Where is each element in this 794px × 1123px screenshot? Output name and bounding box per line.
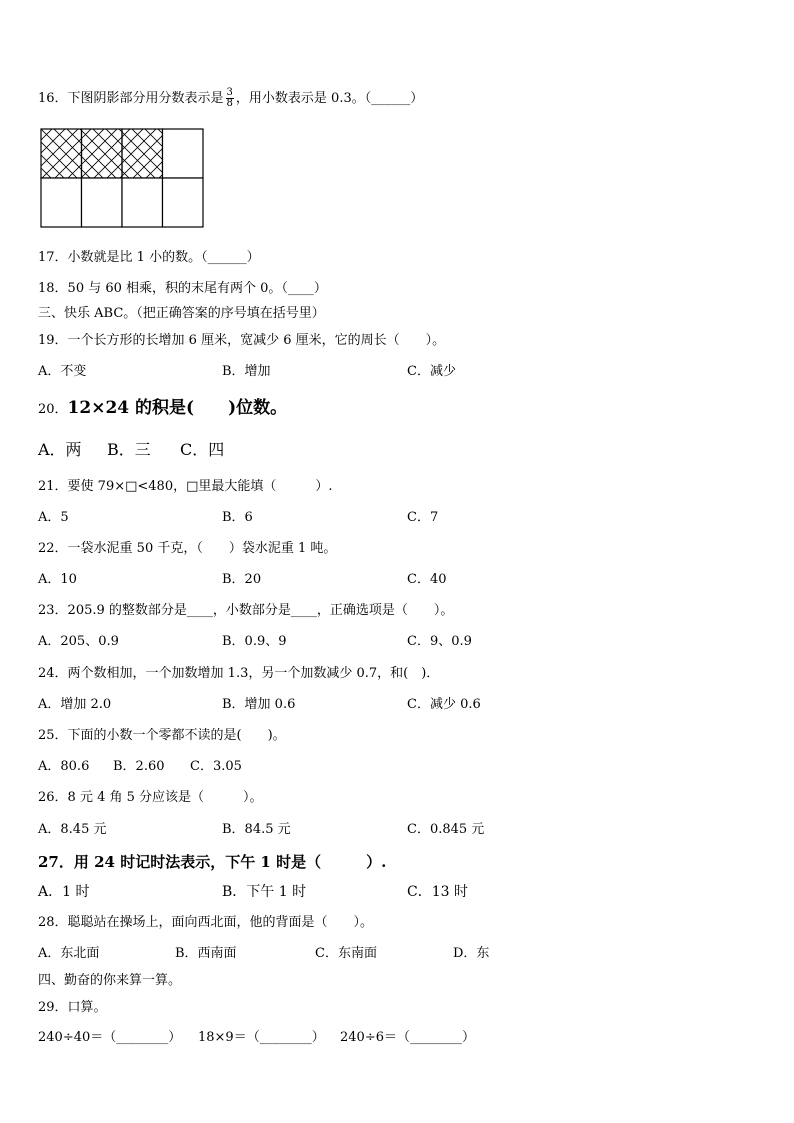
grid-cell (122, 178, 163, 227)
question-16 (38, 88, 423, 109)
question-25: 25．下面的小数一个零都不读的是( )。 (38, 728, 286, 743)
fraction (226, 88, 234, 109)
q19-option-c: C．减少 (407, 364, 456, 379)
q25-option-a: A．80.6 (38, 759, 90, 774)
q25-option-c: C．3.05 (190, 759, 242, 774)
q22-option-c: C．40 (407, 572, 447, 587)
question-17: 17．小数就是比 1 小的数。（______） (38, 250, 260, 265)
q28-option-b: B．西南面 (175, 946, 237, 961)
q28-option-a: A．东北面 (38, 946, 100, 961)
q29-item-2: 18×9＝（________） (198, 1030, 325, 1045)
question-19: 19．一个长方形的长增加 6 厘米，宽减少 6 厘米，它的周长（ ）。 (38, 333, 446, 348)
q23-option-a: A．205、0.9 (38, 634, 119, 649)
q20-option-a: A．两 (38, 440, 82, 459)
q27-option-b: B．下午 1 时 (222, 884, 307, 900)
section-4-heading: 四、勤奋的你来算一算。 (38, 973, 182, 988)
q22-option-b: B．20 (222, 572, 262, 587)
q21-option-c: C．7 (407, 510, 439, 525)
question-23: 23．205.9 的整数部分是____，小数部分是____，正确选项是（ ）。 (38, 603, 454, 618)
q24-option-c: C．减少 0.6 (407, 697, 481, 712)
q19-option-a: A．不变 (38, 364, 87, 379)
question-16-prefix: 16．下图阴影部分用分数表示是 (38, 91, 224, 106)
q23-option-b: B．0.9、9 (222, 634, 287, 649)
q28-option-c: C．东南面 (315, 946, 377, 961)
question-21: 21．要使 79×□<480，□里最大能填（ ）. (38, 479, 333, 494)
q29-item-1: 240÷40＝（________） (38, 1030, 182, 1045)
question-16-suffix: ，用小数表示是 0.3。（______） (235, 91, 424, 106)
q27-option-c: C．13 时 (407, 884, 468, 900)
q27-option-a: A．1 时 (38, 884, 90, 900)
question-22: 22．一袋水泥重 50 千克，（ ）袋水泥重 1 吨。 (38, 541, 337, 556)
question-20 (38, 398, 287, 418)
q19-option-b: B．增加 (222, 364, 271, 379)
q23-option-c: C．9、0.9 (407, 634, 472, 649)
question-18: 18．50 与 60 相乘，积的末尾有两个 0。（____） (38, 281, 327, 296)
q29-item-3: 240÷6＝（________） (340, 1030, 475, 1045)
grid-cell-shaded (122, 129, 163, 178)
q26-option-a: A．8.45 元 (38, 822, 107, 837)
q21-option-b: B．6 (222, 510, 253, 525)
q26-option-c: C．0.845 元 (407, 822, 485, 837)
section-3-heading: 三、快乐 ABC。（把正确答案的序号填在括号里） (38, 306, 325, 321)
grid-cell (163, 178, 204, 227)
question-24: 24．两个数相加，一个加数增加 1.3，另一个加数减少 0.7，和( )． (38, 666, 440, 681)
question-28: 28．聪聪站在操场上，面向西北面，他的背面是（ ）。 (38, 915, 374, 930)
question-20-number: 20． (38, 402, 68, 417)
shaded-grid-figure (40, 128, 204, 228)
q21-option-a: A．5 (38, 510, 69, 525)
grid-cell (82, 178, 123, 227)
q28-option-d: D．东 (453, 946, 490, 961)
fraction-denominator: 8 (226, 98, 233, 109)
question-20-text: 12×24 的积是( )位数。 (67, 398, 288, 418)
question-26: 26．8 元 4 角 5 分应该是（ ）。 (38, 790, 263, 805)
grid-cell-shaded (41, 129, 82, 178)
grid-cell (41, 178, 82, 227)
q24-option-b: B．增加 0.6 (222, 697, 296, 712)
q20-option-c: C．四 (180, 440, 225, 459)
q26-option-b: B．84.5 元 (222, 822, 291, 837)
grid-cell-shaded (82, 129, 123, 178)
grid-cell (163, 129, 204, 178)
q24-option-a: A．增加 2.0 (38, 697, 112, 712)
fraction-numerator: 3 (226, 87, 233, 98)
question-29: 29．口算。 (38, 1000, 107, 1015)
q20-option-b: B．三 (107, 440, 151, 459)
q22-option-a: A．10 (38, 572, 77, 587)
question-27: 27．用 24 时记时法表示，下午 1 时是（ ）. (38, 853, 387, 871)
q25-option-b: B．2.60 (113, 759, 165, 774)
